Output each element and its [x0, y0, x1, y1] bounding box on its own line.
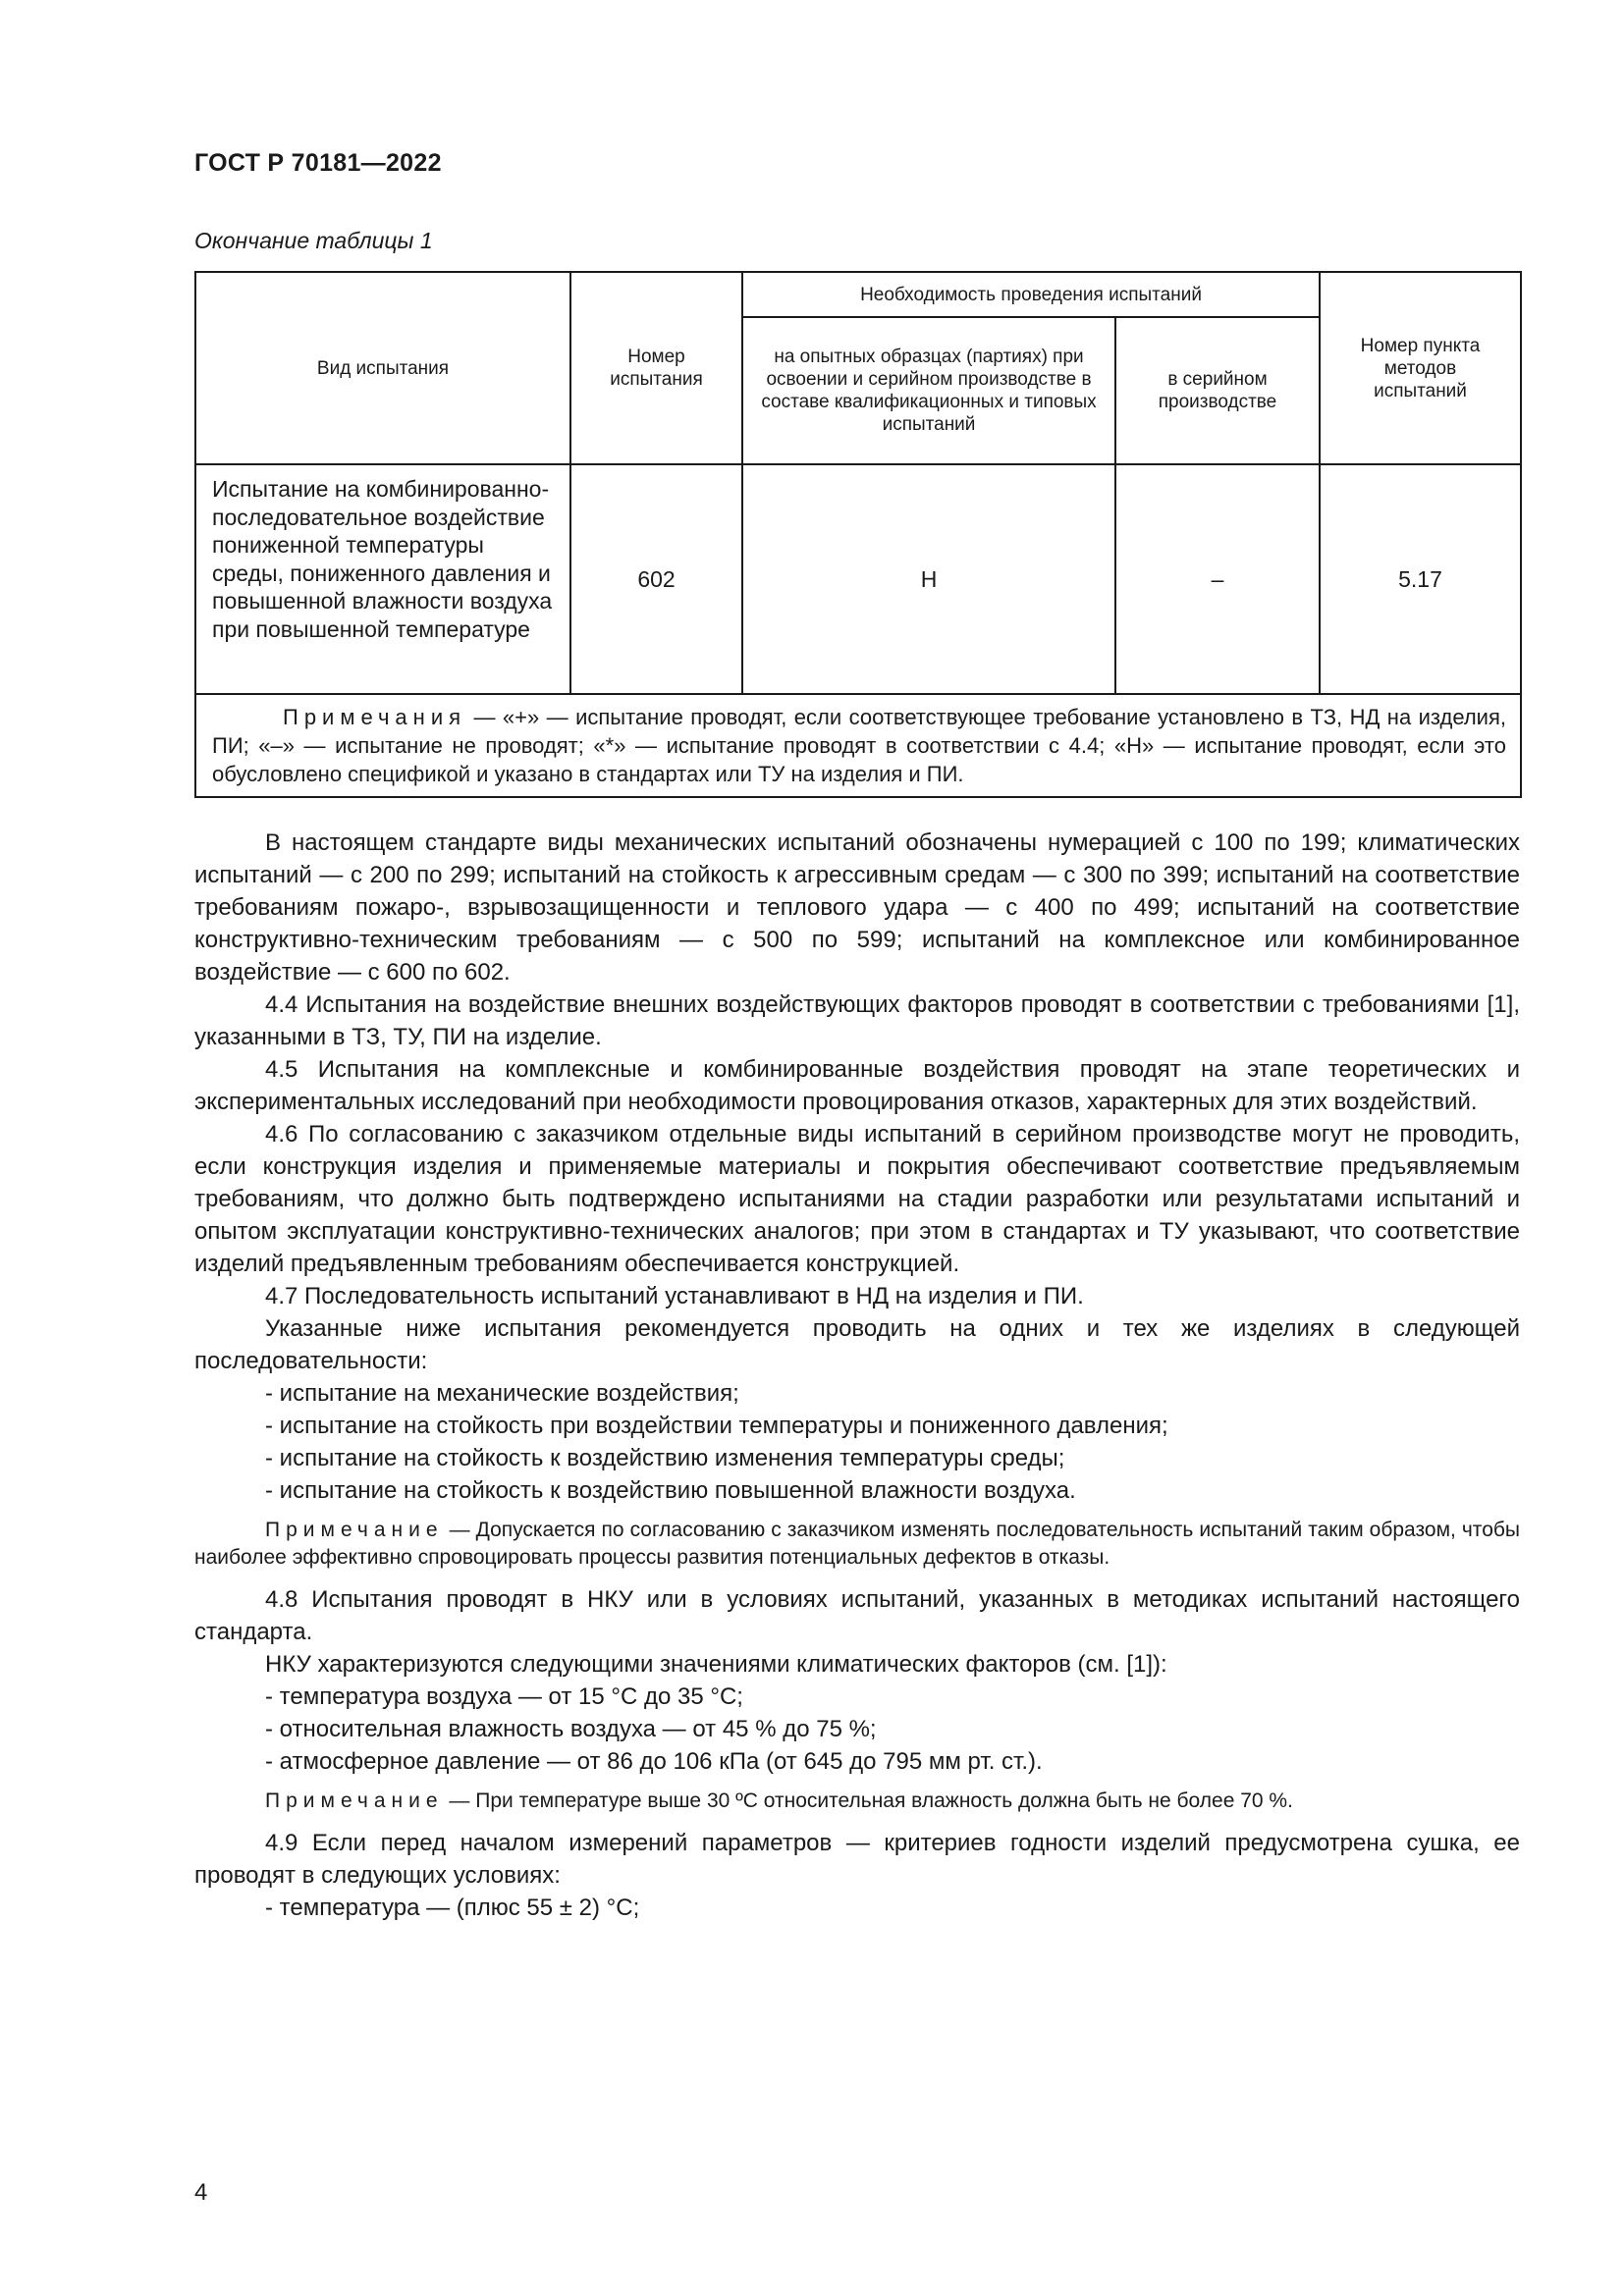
table-note-text: — «+» — испытание проводят, если соответствующее требование установлено в ТЗ, НД на изделия, ПИ; «–» — испытание не проводят; «*» — испытание проводят в соответствии с 4.4; «Н» — испытание проводят, если это обусловлено спецификой и указано в стандартах или ТУ на изделия и ПИ. [212, 705, 1506, 786]
table-row [195, 464, 1521, 694]
header-serial: в серийном производстве [1115, 317, 1320, 464]
note-label: Примечание [265, 1789, 444, 1812]
note-text: — Допускается по согласованию с заказчиком изменять последовательность испытаний таким образом, чтобы наиболее эффективно спровоцировать процессы развития потенциальных дефектов в отказы. [194, 1519, 1520, 1569]
document-id-header: ГОСТ Р 70181—2022 [194, 149, 442, 177]
header-test-number: Номер испытания [570, 272, 742, 464]
paragraph-4-5: 4.5 Испытания на комплексные и комбинированные воздействия проводят на этапе теоретических и экспериментальных исследований при необходимости провоцирования отказов, характерных для этих воздействий. [194, 1056, 1520, 1115]
list-item: - относительная влажность воздуха — от 45 % до 75 %; [265, 1716, 877, 1742]
list-item: - температура — (плюс 55 ± 2) °С; [265, 1895, 640, 1921]
row-method-clause: 5.17 [1320, 464, 1521, 694]
header-test-type: Вид испытания [195, 272, 570, 464]
paragraph-numbering: В настоящем стандарте виды механических испытаний обозначены нумерацией с 100 по 199; климатических испытаний — с 200 по 299; испытаний на стойкость к агрессивным средам — с 300 по 399; испытаний на соответствие требованиям пожаро-, взрывозащищенности и теплового удара — с 400 по 499; испытаний на соответствие конструктивно-техническим требованиям — с 500 по 599; испытаний на комплексное или комбинированное воздействие — с 600 по 602. [194, 829, 1520, 986]
paragraph-4-7: 4.7 Последовательность испытаний устанавливают в НД на изделия и ПИ. [265, 1283, 1084, 1309]
list-item: - температура воздуха — от 15 °С до 35 °С; [265, 1683, 743, 1710]
table-note [195, 694, 1521, 797]
row-serial-value: – [1115, 464, 1320, 694]
row-test-name: Испытание на комбинированно-последовательное воздействие пониженной температуры среды, пониженного давления и повышенной влажности воздуха при повышенной температуре [195, 464, 570, 694]
page-number: 4 [194, 2179, 208, 2206]
paragraph-4-6: 4.6 По согласованию с заказчиком отдельные виды испытаний в серийном производстве могут не проводить, если конструкция изделия и применяемые материалы и покрытия обеспечивают соответствие предъявляемым требованиям, что должно быть подтверждено испытаниями на стадии разработки или результатами испытаний и опытом эксплуатации конструктивно-технических аналогов; при этом в стандартах и ТУ указывают, что соответствие изделий предъявленным требованиям обеспечивается конструкцией. [194, 1121, 1520, 1277]
list-item: - атмосферное давление — от 86 до 106 кПа (от 645 до 795 мм рт. ст.). [265, 1748, 1043, 1775]
header-necessity: Необходимость проведения испытаний [742, 272, 1320, 317]
table-note-label: Примечания [283, 705, 467, 729]
list-item: - испытание на стойкость к воздействию изменения температуры среды; [265, 1445, 1065, 1471]
note-humidity [194, 1788, 1520, 1815]
note-label: Примечание [265, 1519, 444, 1541]
paragraph-4-4: 4.4 Испытания на воздействие внешних воздействующих факторов проводят в соответствии с требованиями [1], указанными в ТЗ, ТУ, ПИ на изделие. [194, 991, 1520, 1050]
table-note-row [195, 694, 1521, 797]
list-item: - испытание на стойкость к воздействию повышенной влажности воздуха. [265, 1477, 1076, 1504]
table-caption: Окончание таблицы 1 [194, 228, 433, 253]
row-test-number: 602 [570, 464, 742, 694]
tests-table [194, 271, 1522, 798]
header-prototype: на опытных образцах (партиях) при освоении и серийном производстве в составе квалификационных и типовых испытаний [742, 317, 1115, 464]
paragraph-4-7-sequence: Указанные ниже испытания рекомендуется проводить на одних и тех же изделиях в следующей последовательности: [194, 1315, 1520, 1374]
list-item: - испытание на стойкость при воздействии температуры и пониженного давления; [265, 1413, 1168, 1439]
paragraph-4-8: 4.8 Испытания проводят в НКУ или в условиях испытаний, указанных в методиках испытаний настоящего стандарта. [194, 1586, 1520, 1645]
row-prototype-value: Н [742, 464, 1115, 694]
list-item: - испытание на механические воздействия; [265, 1380, 739, 1407]
paragraph-4-9: 4.9 Если перед началом измерений параметров — критериев годности изделий предусмотрена сушка, ее проводят в следующих условиях: [194, 1830, 1520, 1889]
header-method-clause: Номер пункта методов испытаний [1320, 272, 1521, 464]
note-sequence [194, 1517, 1520, 1572]
paragraph-4-8-conditions: НКУ характеризуются следующими значениями климатических факторов (см. [1]): [265, 1651, 1167, 1678]
note-text: — При температуре выше 30 ºС относительная влажность должна быть не более 70 %. [443, 1789, 1293, 1812]
document-body [194, 827, 1520, 1924]
